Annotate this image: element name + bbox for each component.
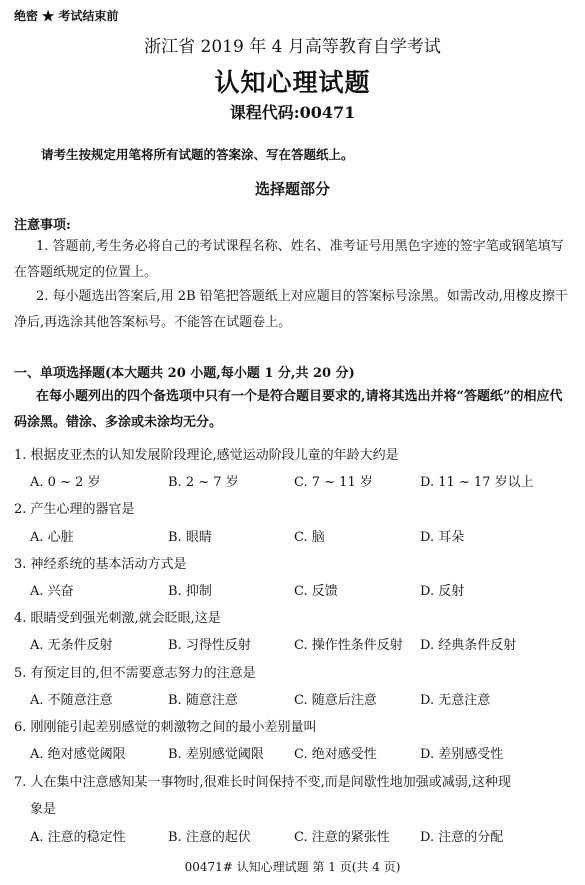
question-1-option-a: A. 0 ~ 2 岁 <box>30 475 101 490</box>
question-4-option-a: A. 无条件反射 <box>30 638 113 653</box>
exam-title: 浙江省 2019 年 4 月高等教育自学考试 <box>144 37 441 57</box>
answer-instruction: 请考生按规定用笔将所有试题的答案涂、写在答题纸上。 <box>41 147 354 162</box>
question-1-option-b: B. 2 ~ 7 岁 <box>168 475 239 490</box>
section-description: 在每小题列出的四个备选项中只有一个是符合题目要求的,请将其选出并将“答题纸”的相应代码涂黑。错涂、多涂或未涂均无分。 <box>14 389 563 430</box>
question-5-stem: 5. 有预定目的,但不需要意志努力的注意是 <box>14 666 256 681</box>
question-3-stem: 3. 神经系统的基本活动方式是 <box>14 557 187 572</box>
section-heading: 一、单项选择题(本大题共 20 小题,每小题 1 分,共 20 分) <box>14 366 355 381</box>
question-2-option-a: A. 心脏 <box>30 530 74 545</box>
question-3-option-d: D. 反射 <box>420 584 465 599</box>
question-7-option-c: C. 注意的紧张性 <box>294 830 390 845</box>
notice-item-1: 1. 答题前,考生务必将自己的考试课程名称、姓名、准考证号用黑色字迹的签字笔或钢笔填写在答题纸规定的位置上。 <box>14 239 564 280</box>
question-2-option-c: C. 脑 <box>294 530 325 545</box>
question-5-option-a: A. 不随意注意 <box>30 693 113 708</box>
question-4-option-b: B. 习得性反射 <box>168 638 251 653</box>
page-footer: 00471# 认知心理试题 第 1 页(共 4 页) <box>184 860 401 874</box>
question-1-option-d: D. 11 ~ 17 岁以上 <box>420 475 534 490</box>
question-4-stem: 4. 眼睛受到强光刺激,就会眨眼,这是 <box>14 611 221 626</box>
part-title: 选择题部分 <box>254 180 330 198</box>
question-7-stem-continued: 象是 <box>30 802 57 817</box>
question-1-stem: 1. 根据皮亚杰的认知发展阶段理论,感觉运动阶段儿童的年龄大约是 <box>14 448 399 463</box>
question-1-option-c: C. 7 ~ 11 岁 <box>294 475 373 490</box>
subject-title: 认知心理试题 <box>214 68 371 97</box>
course-code: 课程代码:00471 <box>229 103 356 122</box>
question-7-stem: 7. 人在集中注意感知某一事物时,很难长时间保持不变,而是间歇性地加强或减弱,这种现 <box>14 775 511 790</box>
question-6-option-c: C. 绝对感受性 <box>294 747 377 762</box>
question-5-option-b: B. 随意注意 <box>168 693 238 708</box>
question-7-option-d: D. 注意的分配 <box>420 830 504 845</box>
question-6-stem: 6. 刚刚能引起差别感觉的刺激物之间的最小差别量叫 <box>14 720 317 735</box>
question-7-option-b: B. 注意的起伏 <box>168 830 251 845</box>
question-7-option-a: A. 注意的稳定性 <box>30 830 126 845</box>
question-6-option-d: D. 差别感受性 <box>420 747 504 762</box>
question-5-option-d: D. 无意注意 <box>420 693 491 708</box>
notice-heading: 注意事项: <box>14 218 71 233</box>
question-4-option-d: D. 经典条件反射 <box>420 638 517 653</box>
question-3-option-b: B. 抑制 <box>168 584 212 599</box>
question-2-option-d: D. 耳朵 <box>420 530 465 545</box>
confidential-mark: 绝密 ★ 考试结束前 <box>14 9 119 23</box>
question-4-option-c: C. 操作性条件反射 <box>294 638 403 653</box>
question-6-option-a: A. 绝对感觉阈限 <box>30 747 126 762</box>
notice-item-2: 2. 每小题选出答案后,用 2B 铅笔把答题纸上对应题目的答案标号涂黑。如需改动,用橡皮擦干净后,再选涂其他答案标号。不能答在试题卷上。 <box>14 289 568 330</box>
question-6-option-b: B. 差别感觉阈限 <box>168 747 264 762</box>
question-3-option-a: A. 兴奋 <box>30 584 74 599</box>
question-2-stem: 2. 产生心理的器官是 <box>14 502 135 517</box>
question-3-option-c: C. 反馈 <box>294 584 338 599</box>
question-2-option-b: B. 眼睛 <box>168 530 212 545</box>
question-5-option-c: C. 随意后注意 <box>294 693 377 708</box>
